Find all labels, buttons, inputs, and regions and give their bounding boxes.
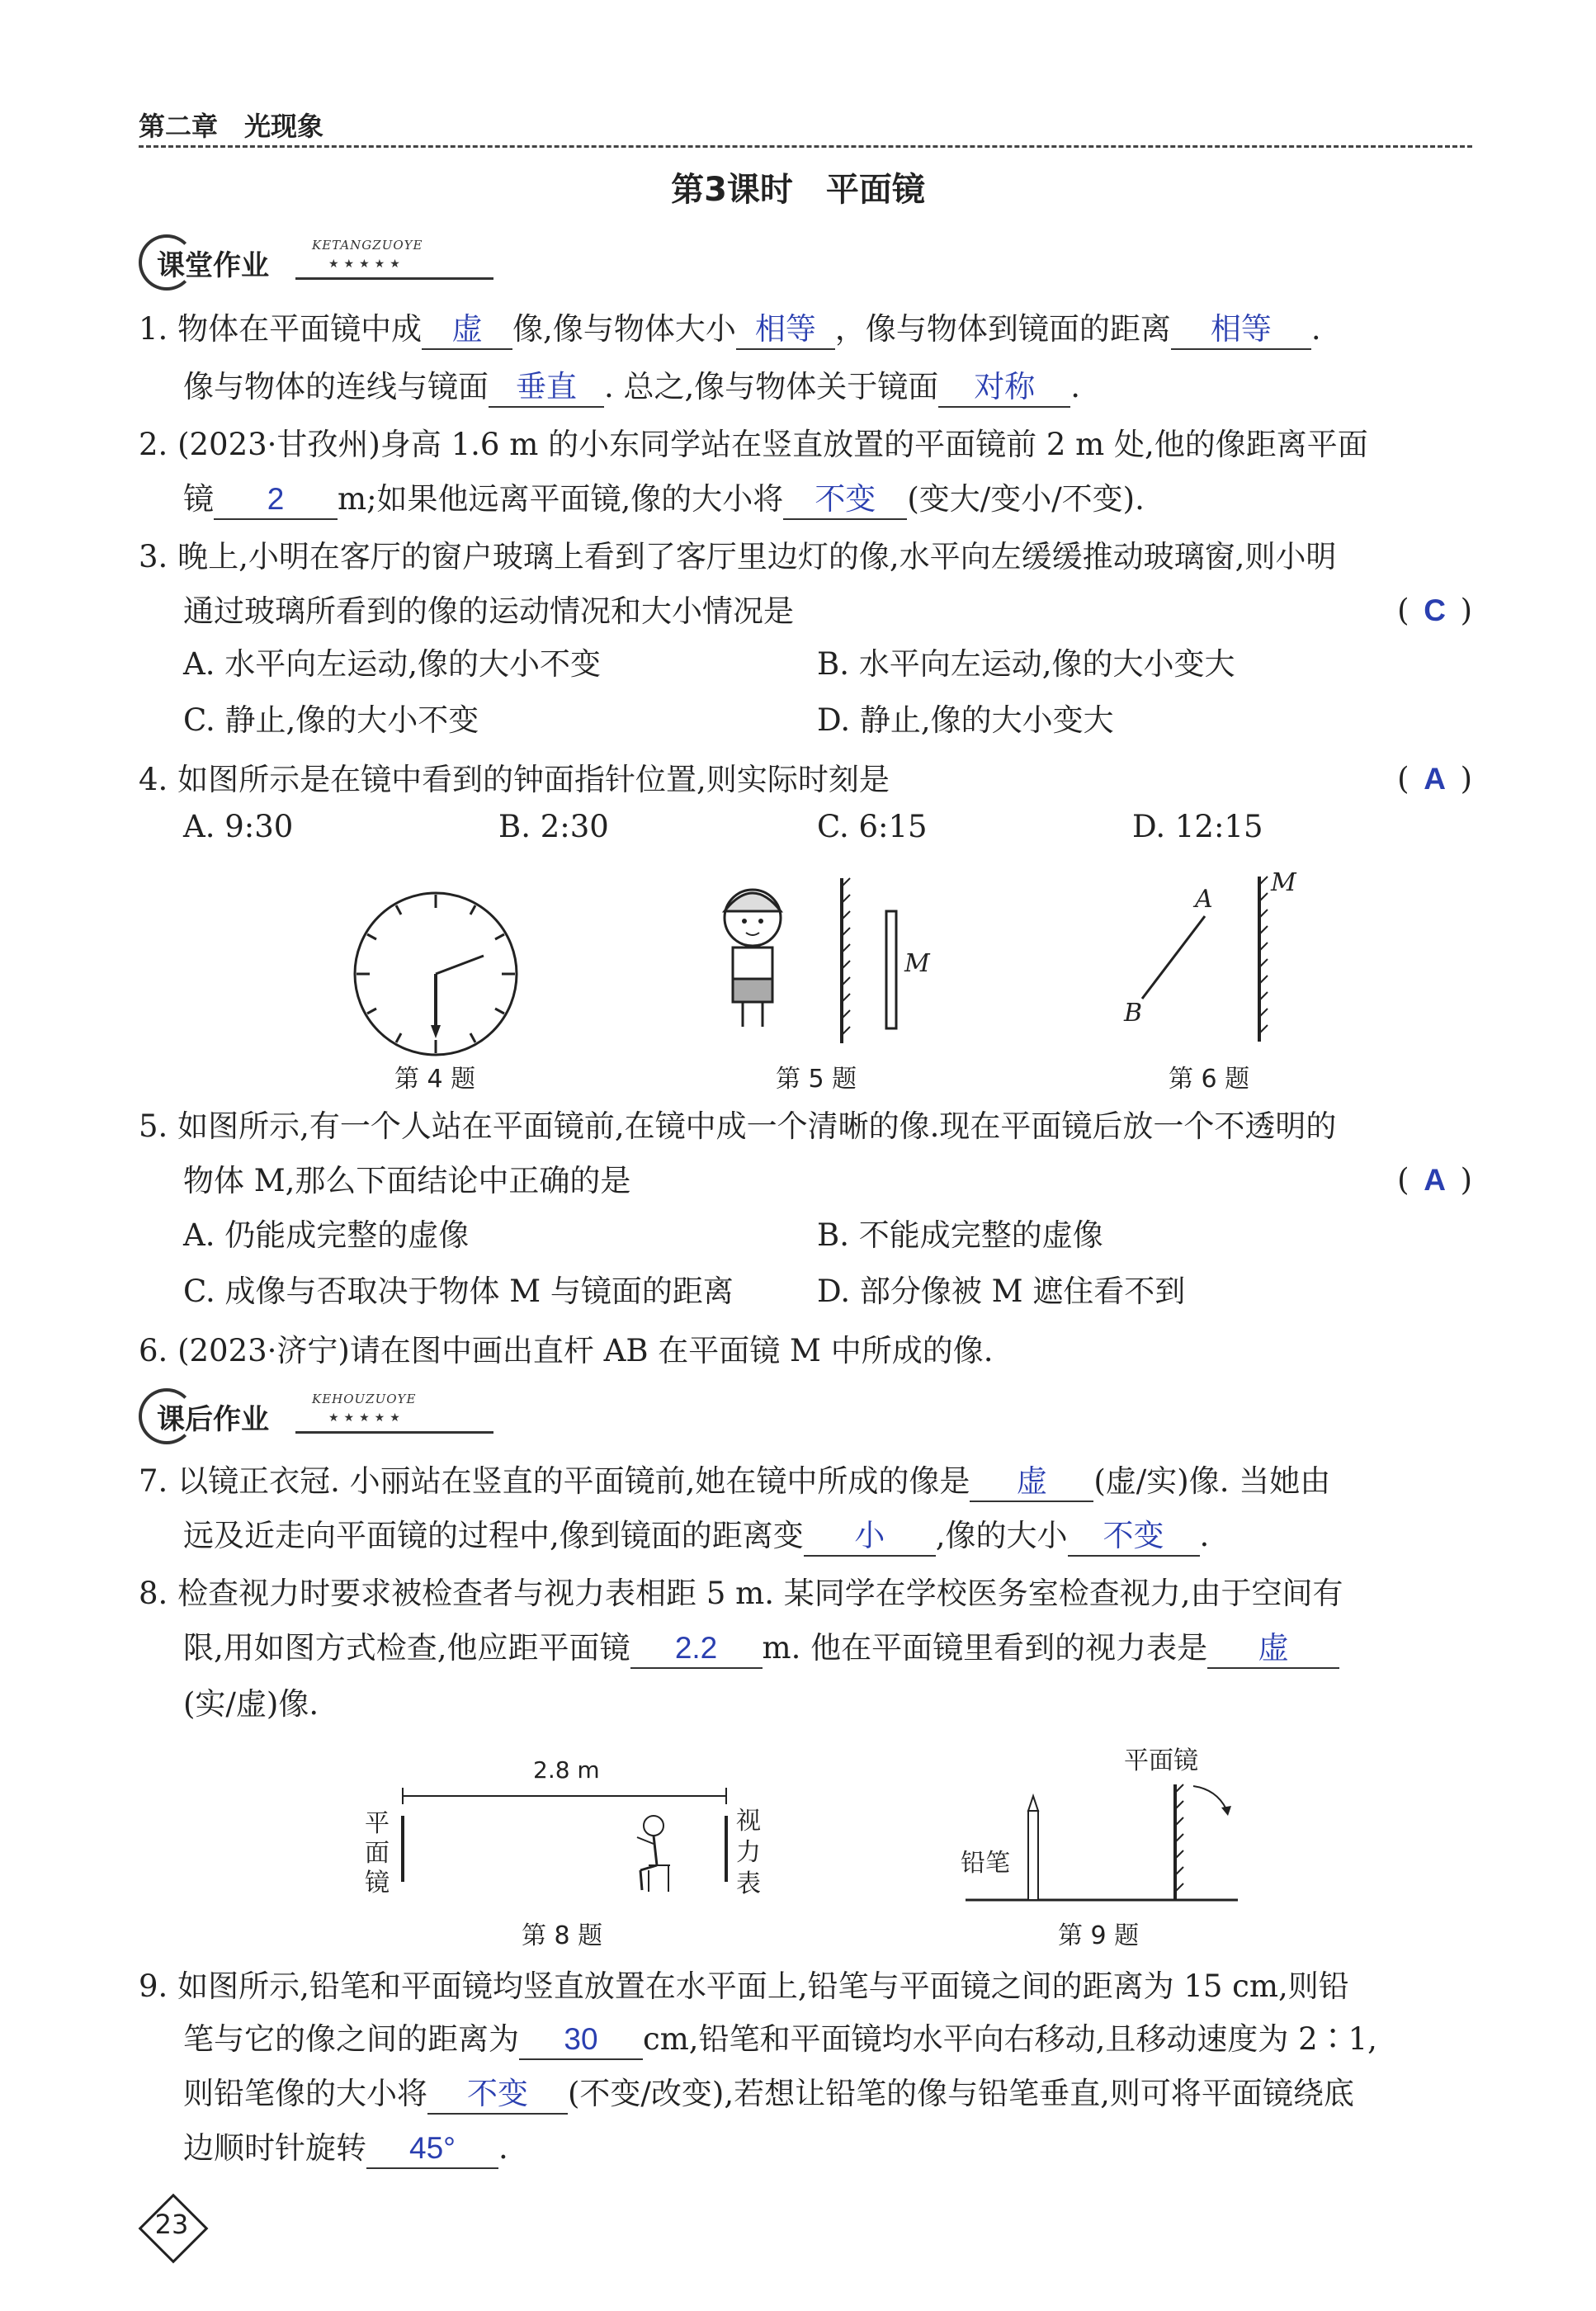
option-d: D. 静止,像的大小变大	[817, 702, 1114, 738]
answer-blank: 不变	[1068, 1517, 1200, 1557]
question-9-line-1: 9. 如图所示,铅笔和平面镜均竖直放置在水平面上,铅笔与平面镜之间的距离为 15 cm,则铅	[139, 1968, 1349, 2004]
section-label: 课后作业	[157, 1403, 269, 1436]
page-number-badge	[140, 2195, 203, 2258]
chapter-header: 第二章 光现象	[139, 111, 324, 142]
option-b: B. 2:30	[498, 809, 609, 844]
label-a: A	[1195, 885, 1213, 914]
label-m: M	[1271, 868, 1296, 897]
section-stars: ★★★★★	[328, 1411, 405, 1425]
answer-blank: 2	[214, 480, 338, 520]
answer-blank: 不变	[427, 2075, 568, 2115]
answer-blank: 相等	[1171, 310, 1311, 350]
answer-blank: 虚	[422, 310, 512, 350]
question-3-line-1: 3. 晚上,小明在客厅的窗户玻璃上看到了客厅里边灯的像,水平向左缓缓推动玻璃窗,则小明	[139, 539, 1337, 574]
question-5-line-2: 物体 M,那么下面结论中正确的是	[183, 1163, 631, 1198]
lesson-title: 第3课时 平面镜	[671, 171, 925, 209]
section-sub: KETANGZUOYE	[312, 238, 423, 253]
option-b: B. 不能成完整的虚像	[817, 1217, 1103, 1253]
section-sub: KEHOUZUOYE	[312, 1392, 417, 1406]
question-1-line-2: 像与物体的连线与镜面 垂直 . 总之,像与物体关于镜面 对称 .	[183, 358, 1080, 416]
question-8-line-2: 限,用如图方式检查,他应距平面镜 2.2 m. 他在平面镜里看到的视力表是 虚	[183, 1619, 1339, 1677]
answer-blank: 小	[804, 1517, 936, 1557]
question-3-line-2: 通过玻璃所看到的像的运动情况和大小情况是	[183, 593, 794, 629]
answer-blank: 45°	[366, 2129, 498, 2169]
question-1-line-1: 1. 物体在平面镜中成 虚 像,像与物体大小 相等 ，像与物体到镜面的距离 相等 .	[139, 300, 1321, 358]
question-9-line-3: 则铅笔像的大小将 不变 (不变/改变),若想让铅笔的像与铅笔垂直,则可将平面镜绕底	[183, 2065, 1354, 2123]
choice-answer: C	[1424, 593, 1446, 627]
section-classwork	[139, 229, 502, 295]
mirror-label: 平面镜	[365, 1809, 390, 1897]
distance-label: 2.8 m	[533, 1756, 600, 1784]
mirror-label: 平面镜	[1124, 1746, 1198, 1775]
question-7-line-2: 远及近走向平面镜的过程中,像到镜面的距离变 小 ,像的大小 不变 .	[183, 1507, 1209, 1565]
figure-4-caption: 第 4 题	[394, 1065, 476, 1094]
question-6: 6. (2023·济宁)请在图中画出直杆 AB 在平面镜 M 中所成的像.	[139, 1333, 994, 1368]
label-m: M	[904, 949, 930, 978]
option-b: B. 水平向左运动,像的大小变大	[817, 646, 1235, 682]
question-9-line-4: 边顺时针旋转 45° .	[183, 2120, 508, 2177]
header-divider	[139, 145, 1472, 148]
answer-paren: ( A )	[1397, 1162, 1472, 1198]
option-c: C. 6:15	[817, 809, 928, 844]
answer-blank: 不变	[783, 480, 907, 520]
option-d: D. 部分像被 M 遮住看不到	[817, 1274, 1186, 1309]
question-2-line-1: 2. (2023·甘孜州)身高 1.6 m 的小东同学站在竖直放置的平面镜前 2 m 处,他的像距离平面	[139, 427, 1368, 462]
answer-blank: 相等	[736, 310, 835, 350]
question-8-line-1: 8. 检查视力时要求被检查者与视力表相距 5 m. 某同学在学校医务室检查视力,由于空间有	[139, 1576, 1343, 1611]
figure-5-caption: 第 5 题	[776, 1065, 857, 1094]
choice-answer: A	[1424, 1163, 1446, 1197]
figure-8-caption: 第 8 题	[522, 1921, 603, 1950]
option-a: A. 仍能成完整的虚像	[183, 1217, 470, 1253]
option-c: C. 成像与否取决于物体 M 与镜面的距离	[183, 1274, 734, 1309]
question-9-line-2: 笔与它的像之间的距离为 30 cm,铅笔和平面镜均水平向右移动,且移动速度为 2∶1,	[183, 2011, 1377, 2068]
question-7-line-1: 7. 以镜正衣冠. 小丽站在竖直的平面镜前,她在镜中所成的像是 虚 (虚/实)像. 当她由	[139, 1453, 1330, 1510]
eye-chart-label: 视力表	[736, 1807, 761, 1898]
figure-6-caption: 第 6 题	[1169, 1065, 1250, 1094]
answer-blank: 30	[519, 2020, 643, 2060]
answer-blank: 2.2	[630, 1629, 763, 1669]
answer-blank: 虚	[970, 1463, 1093, 1502]
section-homework	[139, 1383, 502, 1449]
question-4: 4. 如图所示是在镜中看到的钟面指针位置,则实际时刻是	[139, 762, 890, 797]
page-number: 23	[154, 2209, 189, 2240]
answer-blank: 垂直	[489, 368, 604, 408]
option-d: D. 12:15	[1132, 809, 1263, 844]
option-a: A. 水平向左运动,像的大小不变	[183, 646, 602, 682]
answer-paren: ( C )	[1397, 593, 1472, 628]
question-5-line-1: 5. 如图所示,有一个人站在平面镜前,在镜中成一个清晰的像.现在平面镜后放一个不透明的	[139, 1108, 1337, 1144]
choice-answer: A	[1424, 762, 1446, 796]
pencil-label: 铅笔	[961, 1849, 1010, 1878]
section-label: 课堂作业	[157, 249, 269, 282]
option-a: A. 9:30	[183, 809, 294, 844]
figure-9-caption: 第 9 题	[1058, 1921, 1140, 1950]
option-c: C. 静止,像的大小不变	[183, 702, 479, 738]
question-2-line-2: 镜 2 m;如果他远离平面镜,像的大小将 不变 (变大/变小/不变).	[183, 470, 1145, 528]
label-b: B	[1124, 999, 1143, 1028]
section-rule	[295, 277, 493, 280]
question-8-line-3: (实/虚)像.	[183, 1686, 319, 1722]
answer-paren: ( A )	[1397, 761, 1472, 796]
answer-blank: 虚	[1207, 1629, 1339, 1669]
answer-blank: 对称	[938, 368, 1070, 408]
section-rule	[295, 1431, 493, 1434]
clock-figure	[347, 883, 528, 1065]
section-stars: ★★★★★	[328, 258, 405, 271]
